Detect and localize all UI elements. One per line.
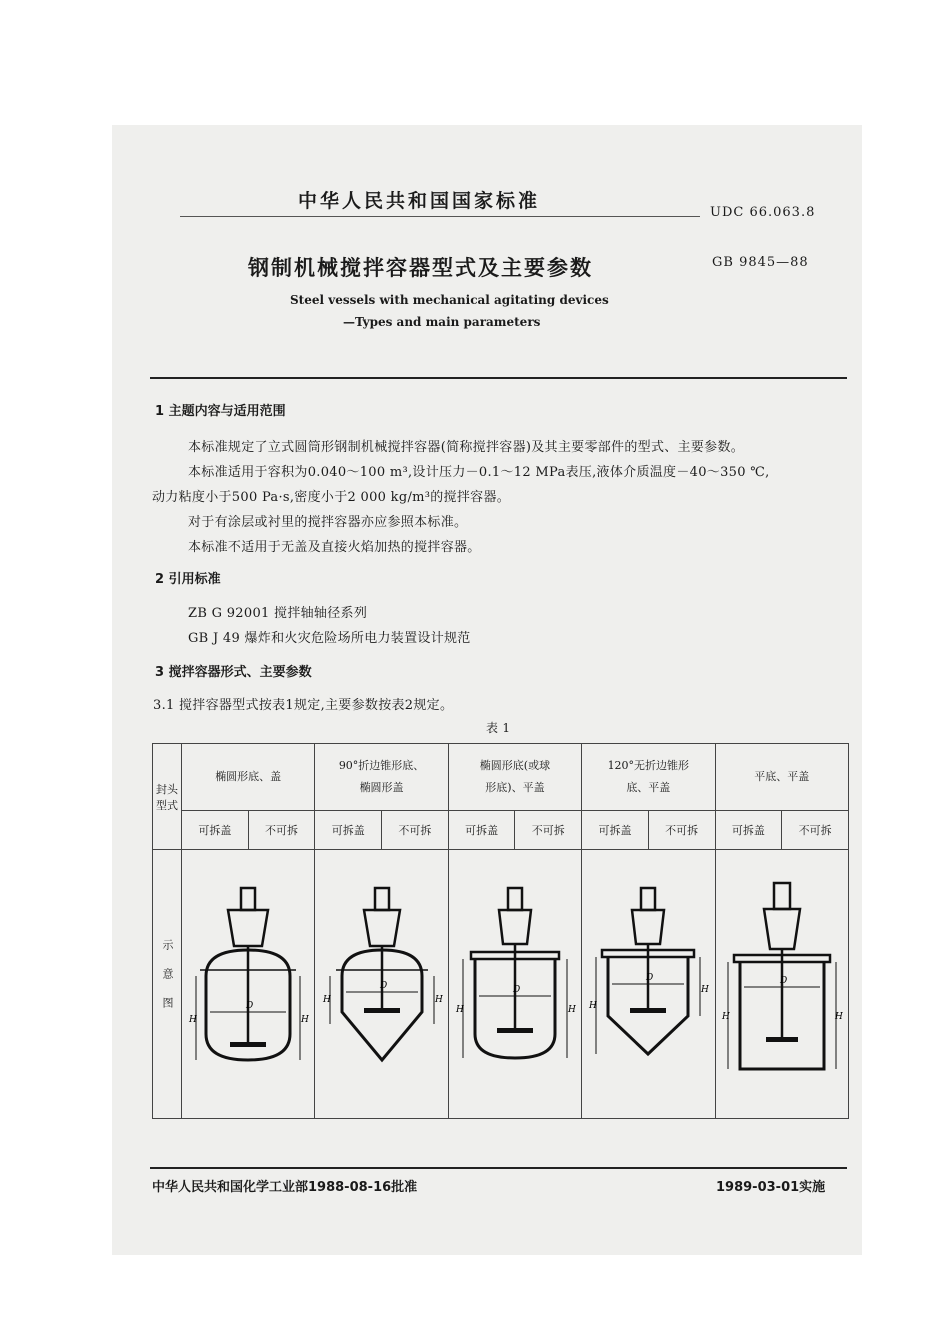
approval-text: 中华人民共和国化学工业部1988-08-16批准 [152, 1180, 418, 1195]
cell-fixed: 不可拆 [782, 811, 849, 850]
reference-1: ZB G 92001 搅拌轴轴径系列 [188, 606, 368, 621]
cell-detachable: 可拆盖 [315, 811, 382, 850]
svg-text:D: D [646, 973, 654, 983]
table-1-caption: 表 1 [486, 721, 511, 735]
section-3-heading: 3 搅拌容器形式、主要参数 [155, 665, 312, 680]
svg-text:H: H [455, 1005, 464, 1015]
section-1-paragraph-2a: 本标准适用于容积为0.040～100 m³,设计压力－0.1～12 MPa表压,液体介质温度－40～350 ℃, [188, 465, 770, 480]
section-2-heading: 2 引用标准 [155, 572, 221, 587]
type-header-3: 椭圆形底(或球 形底)、平盖 [448, 744, 581, 811]
svg-text:H: H [589, 1001, 598, 1011]
vessel-diagram-2 [322, 884, 442, 1084]
type-header-4: 120°无折边锥形 底、平盖 [582, 744, 715, 811]
row-label-schematic: 示意图 [153, 850, 182, 1119]
cell-detachable: 可拆盖 [715, 811, 782, 850]
section-1-paragraph-3: 对于有涂层或衬里的搅拌容器亦应参照本标准。 [188, 515, 468, 530]
svg-text:H: H [567, 1005, 576, 1015]
svg-text:D: D [246, 1001, 254, 1011]
type-header-1: 椭圆形底、盖 [182, 744, 315, 811]
vessel-diagram-1 [188, 884, 308, 1084]
svg-text:H: H [721, 1012, 730, 1022]
svg-text:H: H [189, 1015, 198, 1025]
svg-text:H: H [434, 995, 443, 1005]
type-header-5: 平底、平盖 [715, 744, 849, 811]
section-3-1-text: 3.1 搅拌容器型式按表1规定,主要参数按表2规定。 [153, 698, 454, 713]
svg-text:H: H [322, 995, 331, 1005]
schematic-cone-120-vessel [582, 850, 715, 1119]
svg-text:H: H [701, 985, 710, 995]
title-rule [150, 377, 847, 379]
cell-detachable: 可拆盖 [182, 811, 249, 850]
schematic-elliptical-vessel [182, 850, 315, 1119]
svg-text:D: D [379, 981, 387, 991]
schematic-flat-vessel [715, 850, 849, 1119]
cell-fixed: 不可拆 [382, 811, 449, 850]
schematic-elliptical-flat-vessel [448, 850, 581, 1119]
vessel-diagram-4 [588, 884, 708, 1084]
vessel-diagram-5 [722, 879, 842, 1089]
schematic-cone-90-vessel [315, 850, 448, 1119]
document-title: 钢制机械搅拌容器型式及主要参数 [248, 256, 593, 280]
svg-text:H: H [834, 1012, 843, 1022]
effective-date: 1989-03-01实施 [716, 1180, 826, 1195]
cell-detachable: 可拆盖 [448, 811, 515, 850]
section-1-paragraph-4: 本标准不适用于无盖及直接火焰加热的搅拌容器。 [188, 540, 481, 555]
row-label-head-type: 封头型式 [153, 744, 182, 850]
cell-detachable: 可拆盖 [582, 811, 649, 850]
cell-fixed: 不可拆 [648, 811, 715, 850]
gb-code: GB 9845—88 [712, 255, 809, 270]
cell-fixed: 不可拆 [248, 811, 315, 850]
english-title-line-2: —Types and main parameters [343, 315, 541, 329]
english-title-line-1: Steel vessels with mechanical agitating devices [290, 293, 609, 307]
type-header-2: 90°折边锥形底、 椭圆形盖 [315, 744, 448, 811]
reference-2: GB J 49 爆炸和火灾危险场所电力装置设计规范 [188, 631, 471, 646]
section-1-paragraph-2b: 动力粘度小于500 Pa·s,密度小于2 000 kg/m³的搅拌容器。 [152, 490, 511, 505]
udc-code: UDC 66.063.8 [710, 205, 816, 220]
cell-fixed: 不可拆 [515, 811, 582, 850]
vessel-diagram-3 [455, 884, 575, 1084]
svg-text:D: D [779, 976, 787, 986]
svg-text:H: H [301, 1015, 310, 1025]
footer-rule [150, 1167, 847, 1169]
section-1-paragraph-1: 本标准规定了立式圆筒形钢制机械搅拌容器(简称搅拌容器)及其主要零部件的型式、主要参数。 [188, 440, 745, 455]
header-rule [180, 216, 700, 217]
svg-text:D: D [512, 985, 521, 995]
table-1 [152, 743, 849, 1119]
section-1-heading: 1 主题内容与适用范围 [155, 404, 286, 419]
standard-org-title: 中华人民共和国国家标准 [298, 190, 541, 212]
